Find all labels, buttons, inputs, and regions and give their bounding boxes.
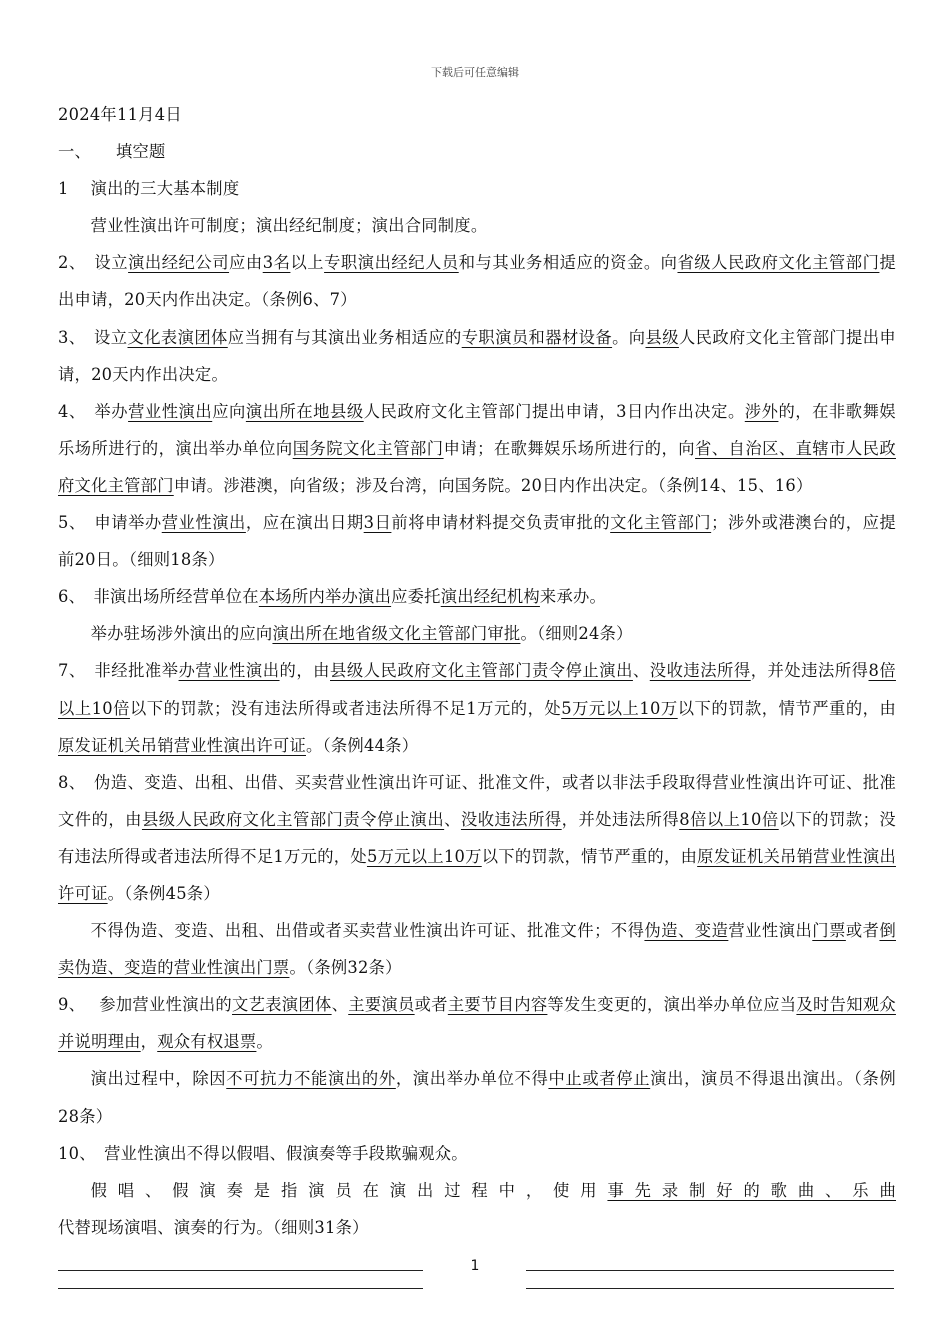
text-run: 。（条例32条） <box>289 958 402 978</box>
text-run: 6、 非演出场所经营单位在 <box>58 587 259 607</box>
text-run: 2、 设立 <box>58 253 129 273</box>
text-run: 营业性演出 <box>728 921 813 941</box>
text-run: 。（条例45条） <box>107 883 220 903</box>
text-run: 提出申请，20天内作出决定。（条例6、7） <box>58 253 896 310</box>
underlined-term: 文艺表演团体 <box>232 995 332 1015</box>
underlined-term: 省、自治区、直辖市人民政府文化主管部门 <box>58 438 896 495</box>
page-number: 1 <box>470 1258 480 1274</box>
underlined-term: 涉外 <box>744 401 779 421</box>
text-run: 等发生变更的，演出举办单位应当 <box>547 995 797 1015</box>
text-run: 以下的罚款；没有违法所得或者违法所得不足1万元的，处 <box>58 809 896 866</box>
underlined-term: 5万元以上10万 <box>561 698 678 718</box>
text-run: 7、 非经批准举 <box>58 661 179 681</box>
paragraph <box>58 764 896 912</box>
footer-rule-left-bottom <box>58 1288 423 1289</box>
text-run: 举办驻场涉外演出的应向 <box>90 624 273 644</box>
paragraph <box>58 615 896 652</box>
text-run: ，并处违法所得 <box>750 661 869 681</box>
page-header: 下载后可任意编辑 <box>431 66 519 79</box>
footer-rule-right-bottom <box>526 1288 894 1289</box>
text-run: 以下的罚款，情节严重的，由 <box>481 846 698 866</box>
underlined-term: 8倍以上10倍 <box>679 809 779 829</box>
text-run: ， <box>140 1032 158 1052</box>
underlined-term: 没收违法所得 <box>649 661 751 681</box>
underlined-term: 门票 <box>812 921 846 941</box>
underlined-term: 县级人民政府文化主管部门责令停止演出 <box>141 809 445 829</box>
underlined-term: 办营业性演出 <box>178 661 280 681</box>
text-run: 。向 <box>612 327 646 347</box>
document-date: 2024年11月4日 <box>58 105 182 124</box>
text-run: ，演出举办单位不得 <box>395 1069 549 1089</box>
underlined-term: 演出经纪机构 <box>440 587 540 607</box>
text-run: 人民政府文化主管部门提出申请，20天内作出决定。 <box>58 327 896 384</box>
underlined-term: 没收违法所得 <box>460 809 562 829</box>
text-run: 应向 <box>212 401 246 421</box>
text-run: 、 <box>632 661 650 681</box>
underlined-term: 营业性演出 <box>128 401 213 421</box>
text-run: 的，在非歌舞娱乐场所进行的，演出举办单位向 <box>58 401 896 458</box>
text-run: 申请；在歌舞娱乐场所进行的，向 <box>443 438 696 458</box>
underlined-term: 本场所内举办演出 <box>258 587 392 607</box>
underlined-term: 主要演员 <box>348 995 415 1015</box>
text-run: 1 演出的三大基本制度 <box>58 179 240 199</box>
text-run: 5、 申请举办 <box>58 513 162 533</box>
paragraph <box>58 244 896 318</box>
underlined-term: 营业性演出 <box>161 513 246 533</box>
underlined-term: 省级人民政府文化主管部门 <box>677 253 880 273</box>
text-run: 。 <box>256 1032 273 1052</box>
text-run: 。（条例44条） <box>305 735 419 755</box>
text-run: 的，由 <box>279 661 331 681</box>
text-run: 代替现场演唱、演奏的行为。（细则31条） <box>58 1217 369 1237</box>
underlined-term: 县级人民政府文化主管部门责令停止演出 <box>330 661 633 681</box>
underlined-term: 事先录制好的歌曲、乐曲 <box>607 1180 896 1200</box>
paragraph <box>58 1172 896 1246</box>
text-run: 9、 参加营业性演出的 <box>58 995 233 1015</box>
text-run: 或者 <box>414 995 448 1015</box>
text-run: 应委托 <box>391 587 441 607</box>
text-run: 8、 伪造、变造、出租、出借、买卖营业性演出许可证、批准文件，或者以非法手段取得营业性演出许可证、批准文件的，由 <box>58 772 896 829</box>
paragraph <box>58 986 896 1060</box>
underlined-term: 文化表演团体 <box>127 327 228 347</box>
paragraph <box>58 393 896 504</box>
underlined-term: 演出所在地县级 <box>245 401 364 421</box>
underlined-term: 3名 <box>262 253 291 273</box>
section-title: 一、 填空题 <box>58 142 166 162</box>
paragraph <box>58 319 896 393</box>
document-body <box>58 96 896 1246</box>
text-run: ，应在演出日期 <box>245 513 364 533</box>
underlined-term: 国务院文化主管部门 <box>292 438 444 458</box>
underlined-term: 8倍以上10倍 <box>58 661 896 718</box>
text-run: 应当拥有与其演出业务相适应的 <box>227 327 462 347</box>
text-run: 前将申请材料提交负责审批的 <box>391 513 611 533</box>
underlined-term: 演出经纪公司 <box>128 253 230 273</box>
paragraph <box>58 207 896 244</box>
paragraph-list <box>58 170 896 1246</box>
paragraph <box>58 1060 896 1134</box>
text-run: 假唱、假演奏是指演员在演出过程中，使用 <box>90 1180 608 1200</box>
underlined-term: 伪造、变造 <box>644 921 729 941</box>
text-run: ，并处违法所得 <box>561 809 680 829</box>
text-run: 以下的罚款，情节严重的，由 <box>677 698 896 718</box>
underlined-term: 倒卖伪造、变造的营业性演出门票 <box>58 921 896 978</box>
text-run: 演出，演员不得退出演出。（条例28条） <box>58 1069 896 1126</box>
underlined-term: 观众有权退票 <box>157 1032 257 1052</box>
underlined-term: 主要节目内容 <box>447 995 548 1015</box>
text-run: 4、 举办 <box>58 401 129 421</box>
text-run: 来承办。 <box>539 587 607 607</box>
underlined-term: 原发证机关吊销营业性演出许可证 <box>58 846 896 903</box>
text-run: 营业性演出许可制度；演出经纪制度；演出合同制度。 <box>90 216 488 236</box>
text-run: 、 <box>331 995 349 1015</box>
paragraph <box>58 504 896 578</box>
text-run: 应由 <box>229 253 263 273</box>
text-run: 、 <box>444 809 461 829</box>
text-run: 和与其业务相适应的资金。向 <box>458 253 678 273</box>
text-run: 演出过程中，除因 <box>90 1069 227 1089</box>
paragraph <box>58 912 896 986</box>
text-run: 不得伪造、变造、出租、出借或者买卖营业性演出许可证、批准文件；不得 <box>90 921 645 941</box>
underlined-term: 文化主管部门 <box>610 513 712 533</box>
underlined-term: 演出所在地省级文化主管部门审批 <box>272 624 521 644</box>
paragraph <box>58 652 896 763</box>
text-run: 申请。涉港澳，向省级；涉及台湾，向国务院。20日内作出决定。（条例14、15、16） <box>173 475 813 495</box>
paragraph <box>58 578 896 615</box>
text-run: 。（细则24条） <box>520 624 633 644</box>
text-run: 以下的罚款；没有违法所得或者违法所得不足1万元的，处 <box>129 698 562 718</box>
underlined-term: 3日 <box>363 513 392 533</box>
underlined-term: 不可抗力不能演出的外 <box>226 1069 396 1089</box>
paragraph <box>58 170 896 207</box>
underlined-term: 原发证机关吊销营业性演出许可证 <box>58 735 306 755</box>
underlined-term: 及时告知观众并说明理由 <box>58 995 896 1052</box>
underlined-term: 5万元以上10万 <box>366 846 482 866</box>
text-run: 3、 设立 <box>58 327 128 347</box>
underlined-term: 县级 <box>645 327 679 347</box>
paragraph <box>58 1135 896 1172</box>
underlined-term: 专职演员和器材设备 <box>461 327 613 347</box>
text-run: ；涉外或港澳台的，应提前20日。（细则18条） <box>58 513 896 570</box>
underlined-term: 中止或者停止 <box>548 1069 651 1089</box>
text-run: 10、 营业性演出不得以假唱、假演奏等手段欺骗观众。 <box>58 1143 468 1163</box>
text-run: 或者 <box>845 921 880 941</box>
underlined-term: 专职演出经纪人员 <box>324 253 459 273</box>
text-run: 以上 <box>290 253 325 273</box>
text-run: 人民政府文化主管部门提出申请，3日内作出决定。 <box>363 401 745 421</box>
